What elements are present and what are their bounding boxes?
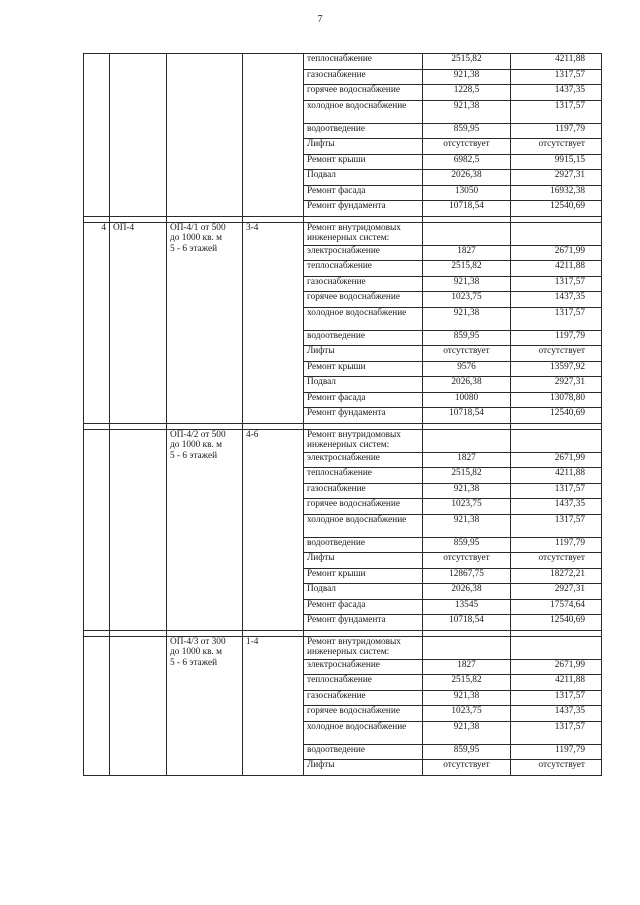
work-type-cell: Ремонт крыши <box>304 361 423 377</box>
cost-cell-2: 12540,69 <box>511 201 602 217</box>
cost-cell-1: 859,95 <box>423 123 511 139</box>
work-type-cell: Подвал <box>304 584 423 600</box>
work-type-cell: водоотведение <box>304 537 423 553</box>
work-type-cell: Ремонт внутридомовых инженерных систем: <box>304 429 423 452</box>
description-line: 5 - 6 этажей <box>170 657 218 668</box>
cost-cell-2: 1197,79 <box>511 330 602 346</box>
cost-cell-1: 13545 <box>423 599 511 615</box>
cost-cell-2: 13597,92 <box>511 361 602 377</box>
cost-cell-2 <box>511 222 602 245</box>
tariff-table <box>83 53 602 776</box>
cost-cell-1: 1827 <box>423 659 511 675</box>
work-type-cell: Ремонт крыши <box>304 154 423 170</box>
cost-cell-1: 2515,82 <box>423 468 511 484</box>
cost-cell-2: отсутствует <box>511 139 602 155</box>
description-cell <box>167 54 243 217</box>
cost-cell-1: 1827 <box>423 245 511 261</box>
cost-cell-1: 921,38 <box>423 100 511 123</box>
cost-cell-1: 2515,82 <box>423 54 511 70</box>
work-type-cell: холодное водоснабжение <box>304 514 423 537</box>
work-type-cell: Лифты <box>304 760 423 776</box>
cost-cell-2: 2671,99 <box>511 659 602 675</box>
cost-cell-2: 2927,31 <box>511 377 602 393</box>
row-number-cell <box>84 429 110 630</box>
cost-cell-1: 2026,38 <box>423 377 511 393</box>
work-type-cell: Ремонт крыши <box>304 568 423 584</box>
cost-cell-1: 1023,75 <box>423 706 511 722</box>
cost-cell-1: 1827 <box>423 452 511 468</box>
cost-cell-2: 2927,31 <box>511 584 602 600</box>
table-row <box>84 54 602 70</box>
cost-cell-1: 10080 <box>423 392 511 408</box>
cost-cell-2: 13078,80 <box>511 392 602 408</box>
work-type-cell: Ремонт внутридомовых инженерных систем: <box>304 222 423 245</box>
category-cell <box>110 636 167 775</box>
floors-cell: 3-4 <box>243 222 304 423</box>
cost-cell-1: отсутствует <box>423 553 511 569</box>
cost-cell-1: отсутствует <box>423 139 511 155</box>
cost-cell-2: 1437,35 <box>511 292 602 308</box>
work-type-cell: холодное водоснабжение <box>304 307 423 330</box>
cost-cell-1: 859,95 <box>423 537 511 553</box>
cost-cell-1: 6982,5 <box>423 154 511 170</box>
cost-cell-2: 1437,35 <box>511 85 602 101</box>
cost-cell-1: отсутствует <box>423 760 511 776</box>
table-body <box>84 54 602 776</box>
work-type-cell: водоотведение <box>304 123 423 139</box>
description-line: 5 - 6 этажей <box>170 450 218 461</box>
cost-cell-1 <box>423 222 511 245</box>
cost-cell-2: 12540,69 <box>511 408 602 424</box>
cost-cell-1 <box>423 636 511 659</box>
work-type-cell: газоснабжение <box>304 69 423 85</box>
cost-cell-1: 2026,38 <box>423 584 511 600</box>
work-type-cell: Ремонт фасада <box>304 185 423 201</box>
cost-cell-2: 2927,31 <box>511 170 602 186</box>
floors-cell: 4-6 <box>243 429 304 630</box>
work-type-cell: Ремонт фундамента <box>304 615 423 631</box>
work-type-cell: электроснабжение <box>304 245 423 261</box>
cost-cell-1: 2515,82 <box>423 261 511 277</box>
cost-cell-1: 1023,75 <box>423 499 511 515</box>
work-type-cell: теплоснабжение <box>304 54 423 70</box>
cost-cell-2: 4211,88 <box>511 261 602 277</box>
cost-cell-2: 1317,57 <box>511 276 602 292</box>
work-type-cell: газоснабжение <box>304 483 423 499</box>
row-number-cell: 4 <box>84 222 110 423</box>
work-type-cell: газоснабжение <box>304 690 423 706</box>
cost-cell-2: 1437,35 <box>511 706 602 722</box>
table-row <box>84 636 602 659</box>
work-type-cell: Подвал <box>304 377 423 393</box>
cost-cell-1: 1023,75 <box>423 292 511 308</box>
description-line: ОП-4/3 от 300 <box>170 636 226 647</box>
cost-cell-1: 10718,54 <box>423 615 511 631</box>
category-cell <box>110 429 167 630</box>
work-type-cell: Лифты <box>304 553 423 569</box>
category-cell: ОП-4 <box>110 222 167 423</box>
cost-cell-2: 12540,69 <box>511 615 602 631</box>
cost-cell-2: 1317,57 <box>511 721 602 744</box>
work-type-cell: электроснабжение <box>304 659 423 675</box>
cost-cell-2: 18272,21 <box>511 568 602 584</box>
cost-cell-1: отсутствует <box>423 346 511 362</box>
description-cell <box>167 429 243 630</box>
work-type-cell: теплоснабжение <box>304 675 423 691</box>
description-line: ОП-4/2 от 500 <box>170 429 226 440</box>
floors-cell <box>243 54 304 217</box>
cost-cell-1: 921,38 <box>423 307 511 330</box>
work-type-cell: горячее водоснабжение <box>304 499 423 515</box>
cost-cell-1: 1228,5 <box>423 85 511 101</box>
cost-cell-1: 2515,82 <box>423 675 511 691</box>
table-row <box>84 222 602 245</box>
work-type-cell: Лифты <box>304 139 423 155</box>
description-line: до 1000 кв. м <box>170 440 223 450</box>
cost-cell-1: 2026,38 <box>423 170 511 186</box>
description-cell <box>167 636 243 775</box>
cost-cell-2: 16932,38 <box>511 185 602 201</box>
work-type-cell: электроснабжение <box>304 452 423 468</box>
work-type-cell: водоотведение <box>304 744 423 760</box>
work-type-cell: Ремонт фасада <box>304 599 423 615</box>
category-cell <box>110 54 167 217</box>
cost-cell-2: отсутствует <box>511 553 602 569</box>
work-type-cell: холодное водоснабжение <box>304 721 423 744</box>
cost-cell-2: 4211,88 <box>511 54 602 70</box>
cost-cell-2 <box>511 429 602 452</box>
cost-cell-2: 17574,64 <box>511 599 602 615</box>
description-cell <box>167 222 243 423</box>
page-number: 7 <box>317 14 323 25</box>
work-type-cell: холодное водоснабжение <box>304 100 423 123</box>
cost-cell-2: 1197,79 <box>511 537 602 553</box>
cost-cell-2: 9915,15 <box>511 154 602 170</box>
cost-cell-2: 4211,88 <box>511 675 602 691</box>
cost-cell-2: 1317,57 <box>511 514 602 537</box>
work-type-cell: Ремонт фасада <box>304 392 423 408</box>
cost-cell-1: 9576 <box>423 361 511 377</box>
cost-cell-1: 921,38 <box>423 276 511 292</box>
work-type-cell: Лифты <box>304 346 423 362</box>
cost-cell-2 <box>511 636 602 659</box>
work-type-cell: Ремонт фундамента <box>304 408 423 424</box>
description-line: ОП-4/1 от 500 <box>170 222 226 233</box>
cost-cell-2: 2671,99 <box>511 245 602 261</box>
work-type-cell: водоотведение <box>304 330 423 346</box>
cost-cell-2: 1197,79 <box>511 744 602 760</box>
cost-cell-2: отсутствует <box>511 346 602 362</box>
work-type-cell: теплоснабжение <box>304 261 423 277</box>
work-type-cell: горячее водоснабжение <box>304 85 423 101</box>
cost-cell-1 <box>423 429 511 452</box>
cost-cell-1: 12867,75 <box>423 568 511 584</box>
work-type-cell: горячее водоснабжение <box>304 292 423 308</box>
cost-cell-1: 10718,54 <box>423 201 511 217</box>
cost-cell-1: 859,95 <box>423 330 511 346</box>
cost-cell-1: 921,38 <box>423 483 511 499</box>
work-type-cell: горячее водоснабжение <box>304 706 423 722</box>
work-type-cell: газоснабжение <box>304 276 423 292</box>
cost-cell-2: 1317,57 <box>511 307 602 330</box>
row-number-cell <box>84 636 110 775</box>
cost-cell-2: 1317,57 <box>511 690 602 706</box>
cost-cell-1: 921,38 <box>423 721 511 744</box>
description-line: 5 - 6 этажей <box>170 243 218 254</box>
row-number-cell <box>84 54 110 217</box>
cost-cell-2: 4211,88 <box>511 468 602 484</box>
work-type-cell: теплоснабжение <box>304 468 423 484</box>
cost-cell-1: 859,95 <box>423 744 511 760</box>
cost-cell-2: 1317,57 <box>511 69 602 85</box>
cost-cell-1: 921,38 <box>423 69 511 85</box>
cost-cell-1: 921,38 <box>423 514 511 537</box>
cost-cell-2: 2671,99 <box>511 452 602 468</box>
cost-cell-2: 1437,35 <box>511 499 602 515</box>
cost-cell-1: 921,38 <box>423 690 511 706</box>
description-line: до 1000 кв. м <box>170 647 223 657</box>
cost-cell-2: 1317,57 <box>511 483 602 499</box>
cost-cell-1: 13050 <box>423 185 511 201</box>
cost-cell-2: 1317,57 <box>511 100 602 123</box>
work-type-cell: Ремонт фундамента <box>304 201 423 217</box>
work-type-cell: Подвал <box>304 170 423 186</box>
cost-cell-2: отсутствует <box>511 760 602 776</box>
description-line: до 1000 кв. м <box>170 233 223 243</box>
cost-cell-1: 10718,54 <box>423 408 511 424</box>
table-row <box>84 429 602 452</box>
floors-cell: 1-4 <box>243 636 304 775</box>
cost-cell-2: 1197,79 <box>511 123 602 139</box>
work-type-cell: Ремонт внутридомовых инженерных систем: <box>304 636 423 659</box>
